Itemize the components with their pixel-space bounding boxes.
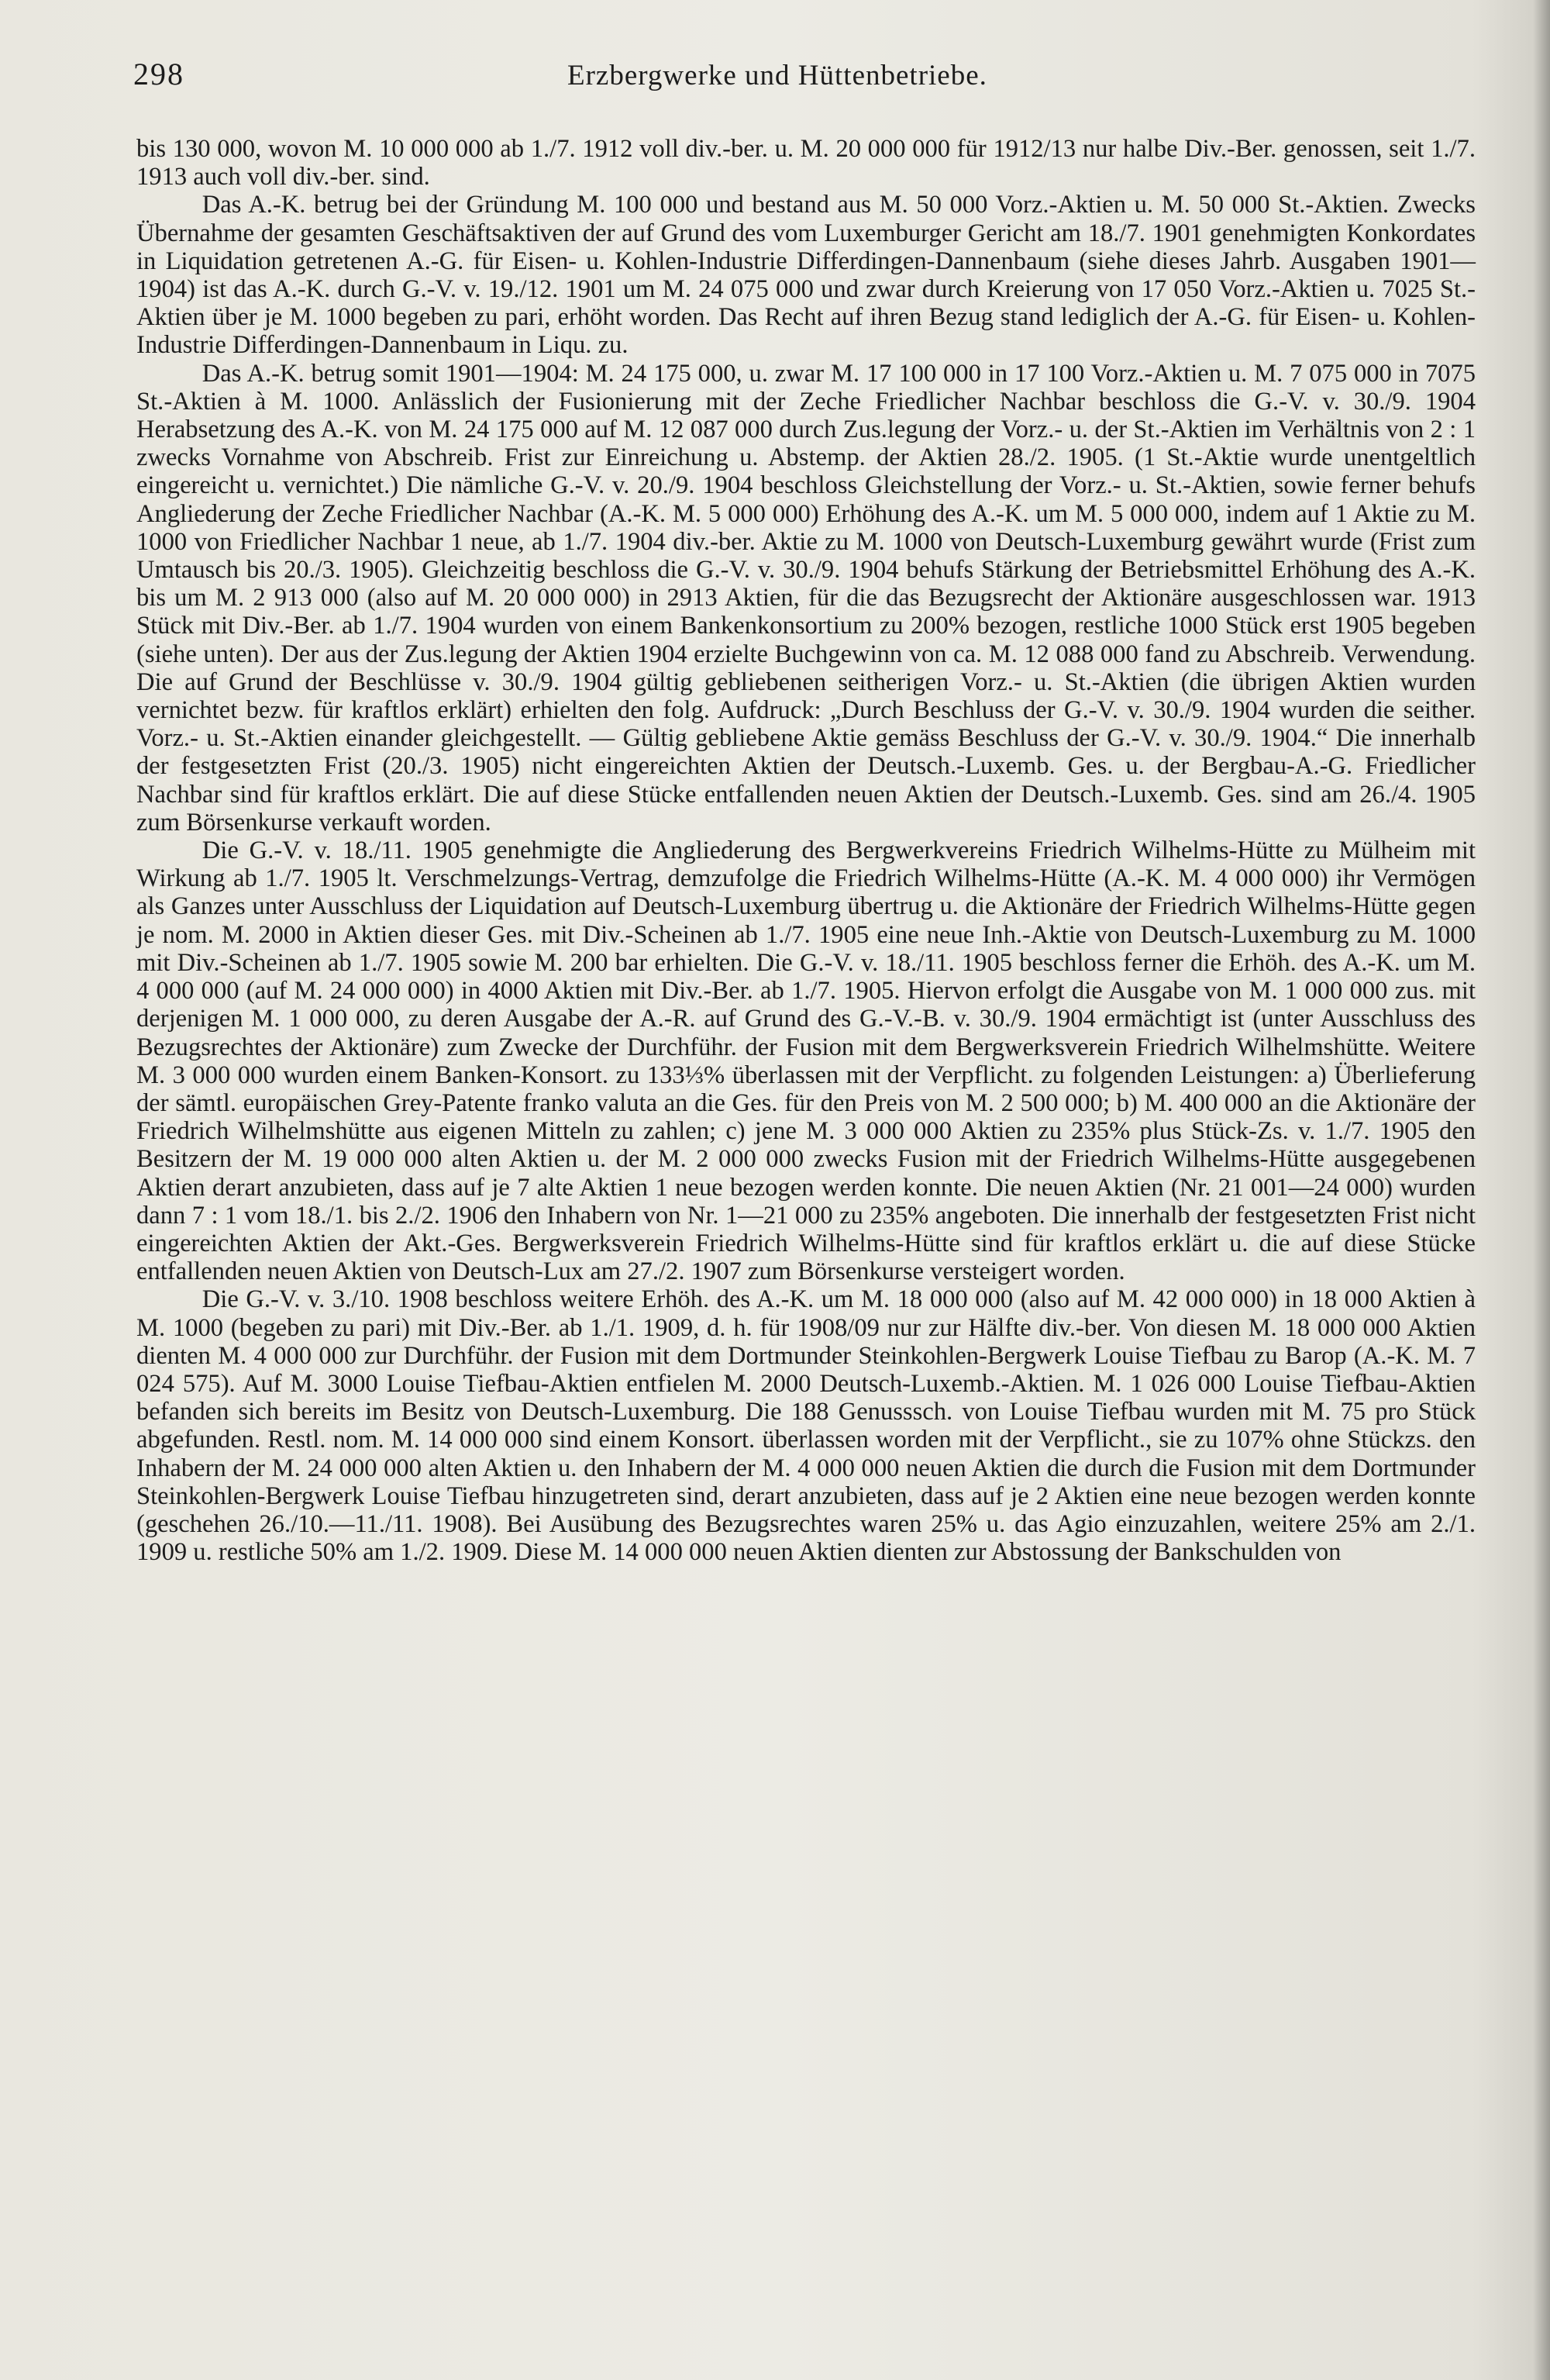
- paragraph: Die G.-V. v. 18./11. 1905 genehmigte die Angliederung des Bergwerkvereins Friedrich Wilhelms-Hütte zu Mülheim mit Wirkung ab 1./7. 1905 lt. Verschmelzungs-Vertrag, demzufolge die Friedrich Wilhelms-Hütte (A.-K. M. 4 000 000) ihr Vermögen als Ganzes unter Ausschluss der Liquidation auf Deutsch-Luxemburg übertrug u. die Aktionäre der Friedrich Wilhelms-Hütte gegen je nom. M. 2000 in Aktien dieser Ges. mit Div.-Scheinen ab 1./7. 1905 eine neue Inh.-Aktie von Deutsch-Luxemburg zu M. 1000 mit Div.-Scheinen ab 1./7. 1905 sowie M. 200 bar erhielten. Die G.-V. v. 18./11. 1905 beschloss ferner die Erhöh. des A.-K. um M. 4 000 000 (auf M. 24 000 000) in 4000 Aktien mit Div.-Ber. ab 1./7. 1905. Hiervon erfolgt die Ausgabe von M. 1 000 000 zus. mit derjenigen M. 1 000 000, zu deren Ausgabe der A.-R. auf Grund des G.-V.-B. v. 30./9. 1904 ermächtigt ist (unter Ausschluss des Bezugsrechtes der Aktionäre) zum Zwecke der Durchführ. der Fusion mit dem Bergwerksverein Friedrich Wilhelmshütte. Weitere M. 3 000 000 wurden einem Banken-Konsort. zu 133⅓% überlassen mit der Verpflicht. zu folgenden Leistungen: a) Überlieferung der sämtl. europäischen Grey-Patente franko valuta an die Ges. für den Preis von M. 2 500 000; b) M. 400 000 an die Aktionäre der Friedrich Wilhelmshütte aus eigenen Mitteln zu zahlen; c) jene M. 3 000 000 Aktien zu 235% plus Stück-Zs. v. 1./7. 1905 den Besitzern der M. 19 000 000 alten Aktien u. der M. 2 000 000 zwecks Fusion mit der Friedrich Wilhelms-Hütte ausgegebenen Aktien derart anzubieten, dass auf je 7 alte Aktien 1 neue bezogen werden konnte. Die neuen Aktien (Nr. 21 001—24 000) wurden dann 7 : 1 vom 18./1. bis 2./2. 1906 den Inhabern von Nr. 1—21 000 zu 235% angeboten. Die innerhalb der festgesetzten Frist nicht eingereichten Aktien der Akt.-Ges. Bergwerksverein Friedrich Wilhelms-Hütte sind für kraftlos erklärt u. die auf diese Stücke entfallenden neuen Aktien von Deutsch-Lux am 27./2. 1907 zum Börsenkurse versteigert worden.: [136, 836, 1476, 1286]
- paragraph: Das A.-K. betrug somit 1901—1904: M. 24 175 000, u. zwar M. 17 100 000 in 17 100 Vorz.-Aktien u. M. 7 075 000 in 7075 St.-Aktien à M. 1000. Anlässlich der Fusionierung mit der Zeche Friedlicher Nachbar beschloss die G.-V. v. 30./9. 1904 Herabsetzung des A.-K. von M. 24 175 000 auf M. 12 087 000 durch Zus.legung der Vorz.- u. der St.-Aktien im Verhältnis von 2 : 1 zwecks Vornahme von Abschreib. Frist zur Einreichung u. Abstemp. der Aktien 28./2. 1905. (1 St.-Aktie wurde unentgeltlich eingereicht u. vernichtet.) Die nämliche G.-V. v. 20./9. 1904 beschloss Gleichstellung der Vorz.- u. St.-Aktien, sowie ferner behufs Angliederung der Zeche Friedlicher Nachbar (A.-K. M. 5 000 000) Erhöhung des A.-K. um M. 5 000 000, indem auf 1 Aktie zu M. 1000 von Friedlicher Nachbar 1 neue, ab 1./7. 1904 div.-ber. Aktie zu M. 1000 von Deutsch-Luxemburg gewährt wurde (Frist zum Umtausch bis 20./3. 1905). Gleichzeitig beschloss die G.-V. v. 30./9. 1904 behufs Stärkung der Betriebsmittel Erhöhung des A.-K. bis um M. 2 913 000 (also auf M. 20 000 000) in 2913 Aktien, für die das Bezugsrecht der Aktionäre ausgeschlossen war. 1913 Stück mit Div.-Ber. ab 1./7. 1904 wurden von einem Bankenkonsortium zu 200% bezogen, restliche 1000 Stück erst 1905 begeben (siehe unten). Der aus der Zus.legung der Aktien 1904 erzielte Buchgewinn von ca. M. 12 088 000 fand zu Abschreib. Verwendung. Die auf Grund der Beschlüsse v. 30./9. 1904 gültig gebliebenen seitherigen Vorz.- u. St.-Aktien (die übrigen Aktien wurden vernichtet bezw. für kraftlos erklärt) erhielten den folg. Aufdruck: „Durch Beschluss der G.-V. v. 30./9. 1904 wurden die seither. Vorz.- u. St.-Aktien einander gleichgestellt. — Gültig gebliebene Aktie gemäss Beschluss der G.-V. v. 30./9. 1904.“ Die innerhalb der festgesetzten Frist (20./3. 1905) nicht eingereichten Aktien der Deutsch.-Luxemb. Ges. u. der Bergbau-A.-G. Friedlicher Nachbar sind für kraftlos erklärt. Die auf diese Stücke entfallenden neuen Aktien der Deutsch.-Luxemb. Ges. sind am 26./4. 1905 zum Börsenkurse verkauft worden.: [136, 359, 1476, 836]
- paragraph: Die G.-V. v. 3./10. 1908 beschloss weitere Erhöh. des A.-K. um M. 18 000 000 (also auf M. 42 000 000) in 18 000 Aktien à M. 1000 (begeben zu pari) mit Div.-Ber. ab 1./1. 1909, d. h. für 1908/09 nur zur Hälfte div.-ber. Von diesen M. 18 000 000 Aktien dienten M. 4 000 000 zur Durchführ. der Fusion mit dem Dortmunder Steinkohlen-Bergwerk Louise Tiefbau zu Barop (A.-K. M. 7 024 575). Auf M. 3000 Louise Tiefbau-Aktien entfielen M. 2000 Deutsch-Luxemb.-Aktien. M. 1 026 000 Louise Tiefbau-Aktien befanden sich bereits im Besitz von Deutsch-Luxemburg. Die 188 Genusssch. von Louise Tiefbau wurden mit M. 75 pro Stück abgefunden. Restl. nom. M. 14 000 000 sind einem Konsort. überlassen worden mit der Verpflicht., sie zu 107% ohne Stückzs. den Inhabern der M. 24 000 000 alten Aktien u. den Inhabern der M. 4 000 000 neuen Aktien die durch die Fusion mit dem Dortmunder Steinkohlen-Bergwerk Louise Tiefbau hinzugetreten sind, derart anzubieten, dass auf je 2 Aktien eine neue bezogen werden konnte (geschehen 26./10.—11./11. 1908). Bei Ausübung des Bezugsrechtes waren 25% u. das Agio einzuzahlen, weitere 25% am 2./1. 1909 u. restliche 50% am 1./2. 1909. Diese M. 14 000 000 neuen Aktien dienten zur Abstossung der Bankschulden von: [136, 1285, 1476, 1567]
- paragraph: bis 130 000, wovon M. 10 000 000 ab 1./7. 1912 voll div.-ber. u. M. 20 000 000 für 1912/13 nur halbe Div.-Ber. genossen, seit 1./7. 1913 auch voll div.-ber. sind.: [136, 135, 1476, 191]
- body-text: [136, 135, 1476, 1566]
- page-header: [133, 56, 1513, 102]
- running-head: Erzbergwerke und Hüttenbetriebe.: [567, 60, 987, 91]
- page-edge-shadow: [1533, 0, 1550, 2380]
- paragraph: Das A.-K. betrug bei der Gründung M. 100 000 und bestand aus M. 50 000 Vorz.-Aktien u. M. 50 000 St.-Aktien. Zwecks Übernahme der gesamten Geschäftsaktiven der auf Grund des vom Luxemburger Gericht am 18./7. 1901 genehmigten Konkordates in Liquidation getretenen A.-G. für Eisen- u. Kohlen-Industrie Differdingen-Dannenbaum (siehe dieses Jahrb. Ausgaben 1901—1904) ist das A.-K. durch G.-V. v. 19./12. 1901 um M. 24 075 000 und zwar durch Kreierung von 17 050 Vorz.-Aktien u. 7025 St.-Aktien über je M. 1000 begeben zu pari, erhöht worden. Das Recht auf ihren Bezug stand lediglich der A.-G. für Eisen- u. Kohlen-Industrie Differdingen-Dannenbaum in Liqu. zu.: [136, 191, 1476, 360]
- page-number: 298: [133, 57, 184, 91]
